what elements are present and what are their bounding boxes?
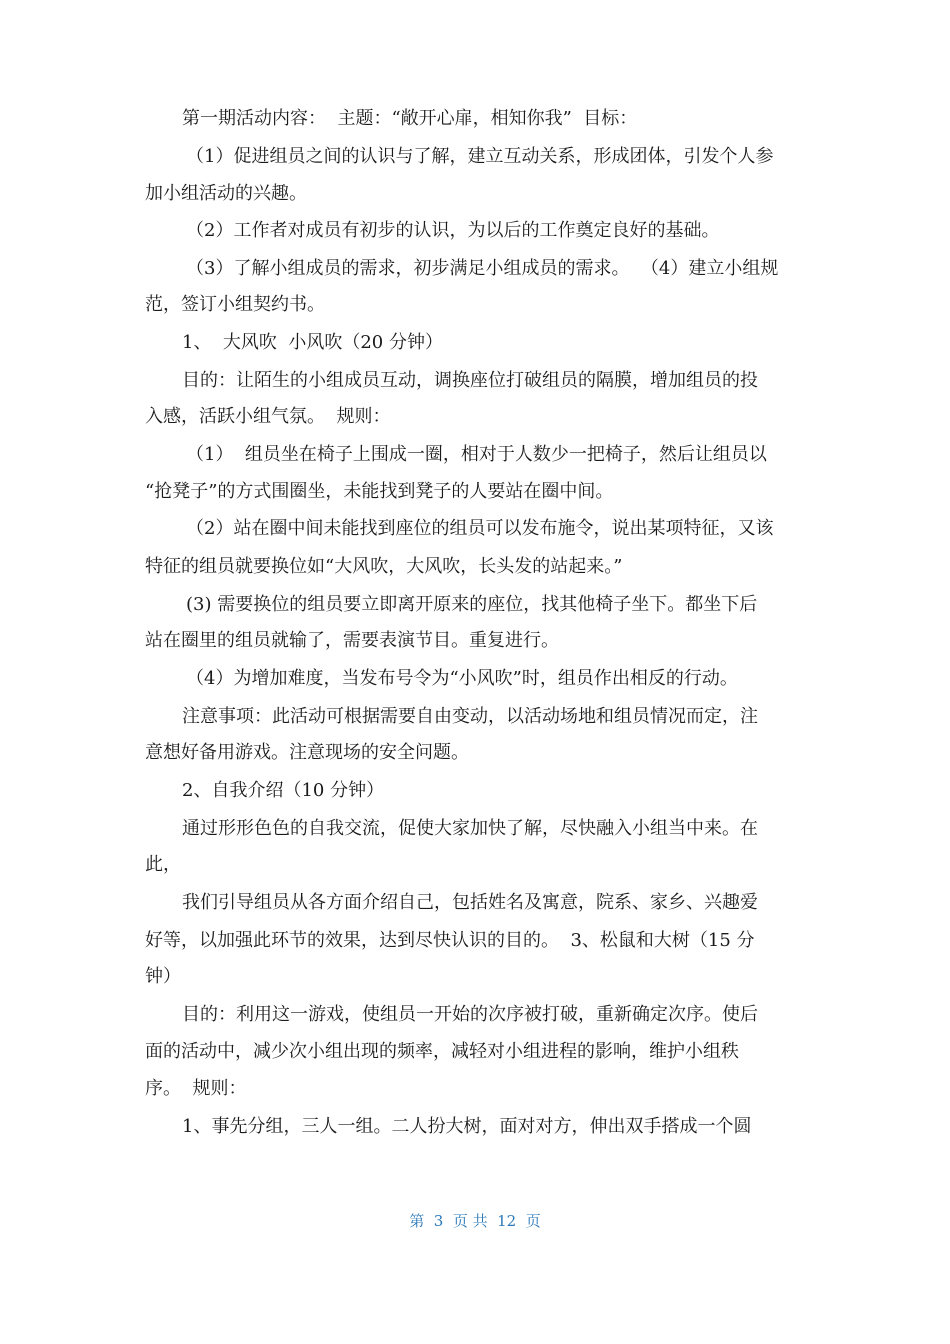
page-number-footer: 第 3 页 共 12 页: [409, 1212, 541, 1230]
text-line: 目的：让陌生的小组成员互动，调换座位打破组员的隔膜，增加组员的投: [182, 370, 758, 391]
text-line: （1） 组员坐在椅子上围成一圈，相对于人数少一把椅子，然后让组员以: [186, 444, 767, 465]
text-line: （2）站在圈中间未能找到座位的组员可以发布施令，说出某项特征，又该: [186, 518, 774, 539]
section-heading: 1、 大风吹 小风吹（20 分钟）: [182, 332, 443, 353]
text-line: (3) 需要换位的组员要立即离开原来的座位，找其他椅子坐下。都坐下后: [186, 594, 758, 615]
text-line: 此，: [145, 854, 181, 875]
text-line: 入感，活跃小组气氛。 规则：: [145, 406, 391, 427]
text-line: 面的活动中，减少次小组出现的频率，减轻对小组进程的影响，维护小组秩: [145, 1041, 739, 1062]
text-line: 序。 规则：: [145, 1078, 247, 1099]
text-line: 1、事先分组，三人一组。二人扮大树，面对对方，伸出双手搭成一个圆: [182, 1116, 752, 1137]
text-line: 范，签订小组契约书。: [145, 294, 325, 315]
text-line: 特征的组员就要换位如“大风吹，大风吹，长头发的站起来。”: [145, 556, 623, 577]
text-line: “抢凳子”的方式围圈坐，未能找到凳子的人要站在圈中间。: [145, 481, 614, 502]
text-line: 通过形形色色的自我交流，促使大家加快了解，尽快融入小组当中来。在: [182, 818, 758, 839]
text-line: 注意事项：此活动可根据需要自由变动，以活动场地和组员情况而定，注: [182, 706, 758, 727]
text-line: 站在圈里的组员就输了，需要表演节目。重复进行。: [145, 630, 559, 651]
text-line: 好等，以加强此环节的效果，达到尽快认识的目的。 3、松鼠和大树（15 分: [145, 930, 755, 951]
text-line: （1）促进组员之间的认识与了解，建立互动关系，形成团体，引发个人参: [186, 146, 774, 167]
text-line: （4）为增加难度，当发布号令为“小风吹”时，组员作出相反的行动。: [186, 668, 738, 689]
text-line: 我们引导组员从各方面介绍自己，包括姓名及寓意，院系、家乡、兴趣爱: [182, 892, 758, 913]
text-line: （3）了解小组成员的需求，初步满足小组成员的需求。 （4）建立小组规: [186, 258, 779, 279]
text-line: （2）工作者对成员有初步的认识，为以后的工作奠定良好的基础。: [186, 220, 720, 241]
text-line: 意想好备用游戏。注意现场的安全问题。: [145, 742, 469, 763]
text-line: 第一期活动内容： 主题：“敞开心扉，相知你我” 目标：: [182, 108, 638, 129]
section-heading: 2、自我介绍（10 分钟）: [182, 780, 385, 801]
text-line: 加小组活动的兴趣。: [145, 183, 307, 204]
text-line: 钟）: [145, 966, 181, 987]
text-line: 目的：利用这一游戏，使组员一开始的次序被打破，重新确定次序。使后: [182, 1004, 758, 1025]
